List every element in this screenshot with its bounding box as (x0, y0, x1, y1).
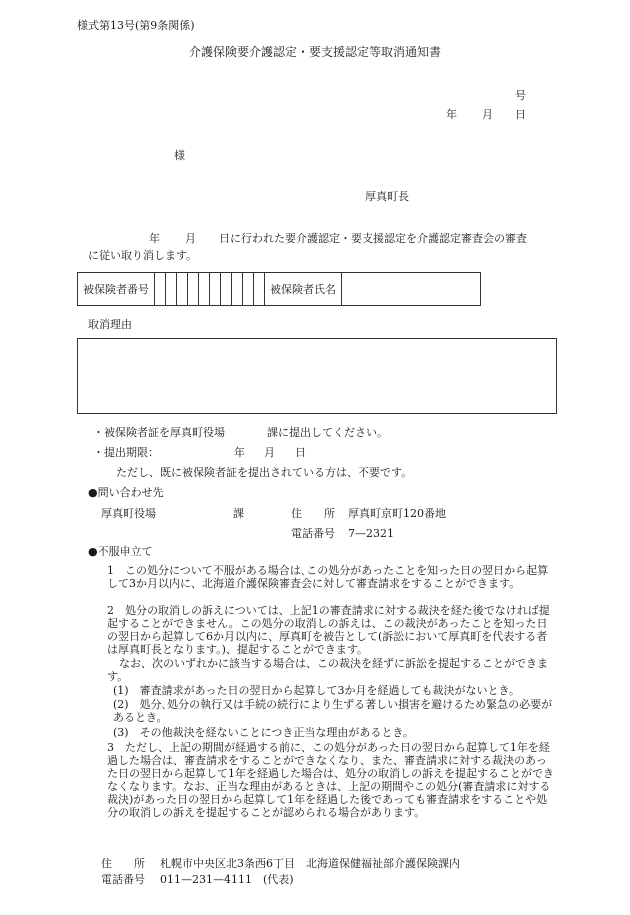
digit-cell[interactable] (177, 273, 188, 306)
insured-table (77, 272, 481, 306)
contact-heading: ●問い合わせ先 (88, 486, 164, 499)
insured-number-label: 被保険者番号 (78, 273, 155, 306)
body-year: 年 (149, 232, 160, 245)
appeal-paragraph-3: 3 ただし、上記の期間が経過する前に、この処分があった日の翌日から起算して1年を経過した場合は、審査請求をすることができなくなり、また、審査請求に対する裁決のあった日の翌日から起算して1年を経過した場合は、処分の取消しの訴えを提起することができなくなります。なお、正当な理由があるときは、上記の期間やこの処分(審査請求に対する裁決)があった日の翌日から起算して1年を経過した後であっても審査請求をすることや処分の取消しの訴えを提起することが認められる場合があります。 (107, 741, 554, 819)
digit-cell[interactable] (166, 273, 177, 306)
submit-text-a: ・被保険者証を厚真町役場 (93, 426, 225, 439)
appeal-item-3: (3) その他裁決を経ないことにつき正当な理由があるとき。 (113, 726, 414, 739)
deadline-note: ただし、既に被保険者証を提出されている方は、不要です。 (116, 466, 413, 479)
digit-cell[interactable] (155, 273, 166, 306)
appeal-paragraph-2: 2 処分の取消しの訴えについては、上記1の審査請求に対する裁決を経た後でなければ提起することができません。この処分の取消しの訴えは、この裁決があったことを知った日の翌日から起算して6か月以内に、厚真町を被告として(訴訟において厚真町を代表する者は厚真町長となります。)、提起することができます。 (107, 604, 550, 656)
digit-cell[interactable] (221, 273, 232, 306)
body-line2: に従い取り消します。 (88, 249, 198, 262)
appeal-paragraph-1: 1 この処分について不服がある場合は､この処分があったことを知った日の翌日から起算して3か月以内に、北海道介護保険審査会に対して審査請求をすることができます。 (107, 564, 549, 590)
deadline-day: 日 (295, 446, 306, 459)
date-year: 年 (446, 108, 457, 121)
date-month: 月 (482, 108, 493, 121)
footer-phone-label: 電話番号 (101, 873, 145, 886)
contact-address-label: 住 所 (291, 507, 335, 520)
addressee-suffix: 様 (174, 149, 185, 162)
digit-cell[interactable] (243, 273, 254, 306)
contact-phone: 7—2321 (348, 527, 394, 540)
deadline-label: ・提出期限： (93, 446, 159, 459)
reason-label: 取消理由 (88, 318, 132, 331)
insured-name-label: 被保険者氏名 (265, 273, 342, 306)
contact-dept: 課 (233, 507, 244, 520)
form-number: 様式第13号(第9条関係) (77, 19, 195, 32)
footer-address-label: 住 所 (101, 857, 145, 870)
footer-phone: 011—231—4111 (代表) (160, 873, 294, 886)
appeal-item-2: (2) 処分､処分の執行又は手続の続行により生ずる著しい損害を避けるため緊急の必要があるとき。 (113, 698, 553, 724)
contact-phone-label: 電話番号 (291, 527, 335, 540)
digit-cell[interactable] (254, 273, 265, 306)
insured-name-cell[interactable] (342, 273, 481, 306)
digit-cell[interactable] (232, 273, 243, 306)
footer-address: 札幌市中央区北3条西6丁目 北海道保健福祉部介護保険課内 (160, 857, 460, 870)
appeal-heading: ●不服申立て (88, 545, 153, 558)
digit-cell[interactable] (210, 273, 221, 306)
deadline-year: 年 (234, 446, 245, 459)
digit-cell[interactable] (199, 273, 210, 306)
appeal-item-1: (1) 審査請求があった日の翌日から起算して3か月を経過しても裁決がないとき。 (113, 684, 521, 697)
contact-address: 厚真町京町120番地 (348, 507, 446, 520)
submit-text-b: 課に提出してください。 (267, 426, 388, 439)
appeal-paragraph-2b: なお、次のいずれかに該当する場合は、この裁決を経ずに訴訟を提起することができます。 (107, 657, 548, 683)
body-month: 月 (185, 232, 196, 245)
document-title: 介護保険要介護認定・要支援認定等取消通知書 (189, 45, 442, 59)
sender: 厚真町長 (365, 190, 409, 203)
body-line1: 日に行われた要介護認定・要支援認定を介護認定審査会の審査 (219, 232, 527, 245)
reason-box[interactable] (77, 338, 557, 414)
date-day: 日 (515, 108, 526, 121)
digit-cell[interactable] (188, 273, 199, 306)
deadline-month: 月 (264, 446, 275, 459)
contact-office: 厚真町役場 (101, 507, 156, 520)
number-label: 号 (515, 89, 526, 102)
